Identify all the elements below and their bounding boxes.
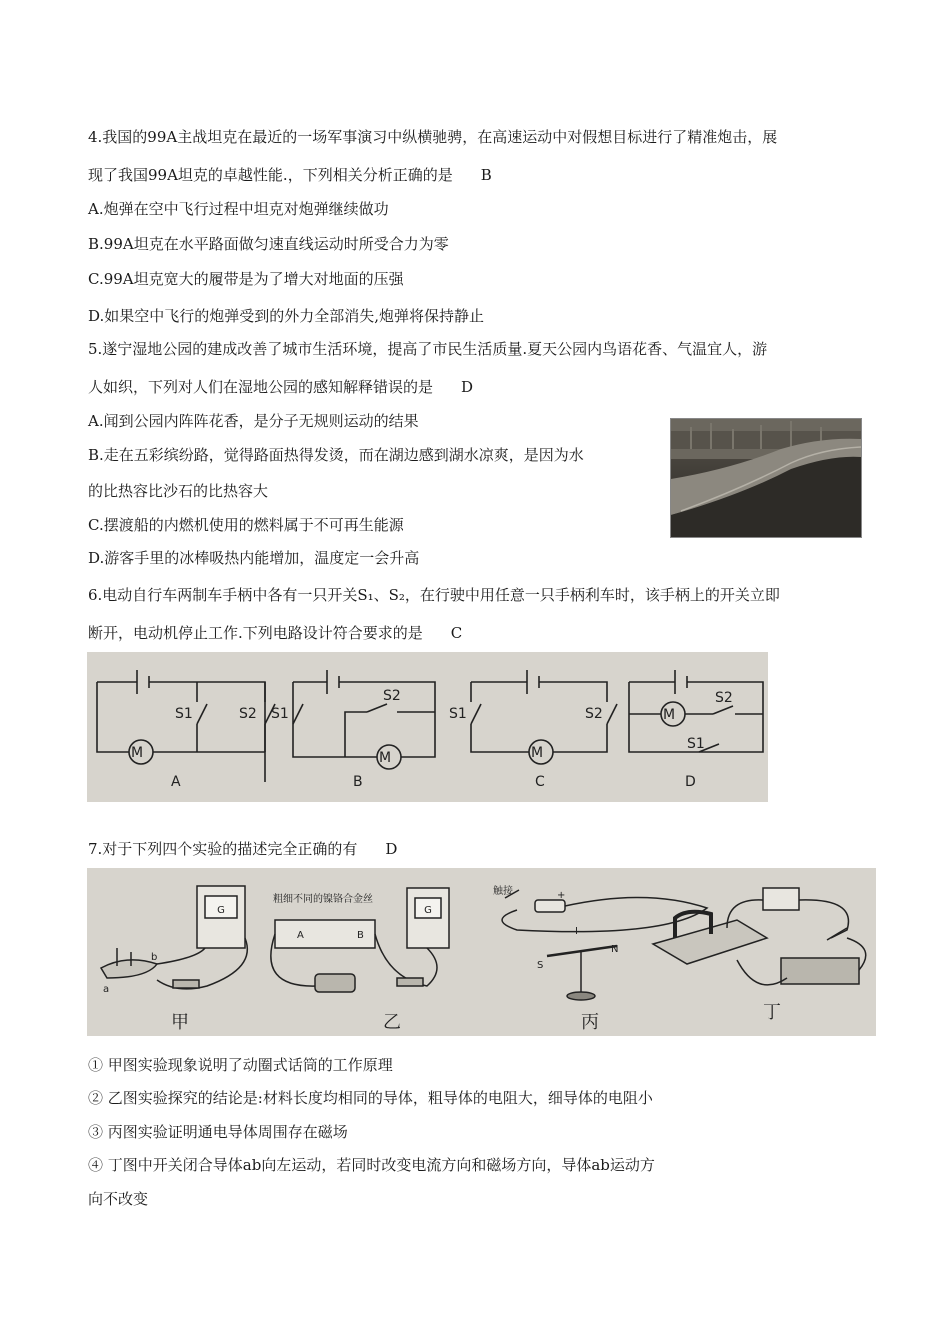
- bing-n-label: N: [611, 944, 619, 955]
- yi-wire-title: 粗细不同的镍铬合金丝: [273, 894, 373, 905]
- bing-plus: +: [557, 890, 566, 901]
- circuit-b: [293, 670, 435, 769]
- bing-current: I: [575, 926, 578, 937]
- circuit-a-motor: M: [130, 745, 144, 761]
- q4-stem-line2: [88, 164, 492, 185]
- q5-option-d: D.游客手里的冰棒吸热内能增加，温度定一会升高: [88, 549, 420, 567]
- circuit-a: [97, 670, 275, 782]
- circuit-a-s1: S1: [175, 706, 193, 722]
- q6-stem-line2: [88, 622, 462, 643]
- circuit-d-motor: M: [662, 707, 676, 723]
- q5-stem-text: 人如织，下列对人们在湿地公园的感知解释错误的是: [88, 378, 434, 396]
- q7-stem: [88, 838, 397, 859]
- caption-yi: 乙: [383, 1012, 401, 1033]
- caption-jia: 甲: [171, 1012, 189, 1033]
- q5-option-b: B.走在五彩缤纷路，觉得路面热得发烫，而在湖边感到湖水凉爽，是因为水: [88, 446, 584, 464]
- circuit-c-label: C: [535, 774, 545, 790]
- circuit-a-s2: S2: [239, 706, 257, 722]
- circuit-d-s1: S1: [687, 736, 705, 752]
- circuit-b-s2: S2: [383, 688, 401, 704]
- q7-statement-1: ① 甲图实验现象说明了动圈式话筒的工作原理: [88, 1056, 393, 1074]
- q5-option-a: A.闻到公园内阵阵花香，是分子无规则运动的结果: [88, 412, 419, 430]
- q4-option-d: D.如果空中飞行的炮弹受到的外力全部消失,炮弹将保持静止: [88, 307, 485, 325]
- q5-option-c: C.摆渡船的内燃机使用的燃料属于不可再生能源: [88, 516, 404, 534]
- q7-statement-4-cont: 向不改变: [88, 1190, 149, 1208]
- yi-galvanometer-g: G: [424, 905, 432, 916]
- bing-s-label: S: [537, 960, 544, 971]
- circuit-a-label: A: [171, 774, 181, 790]
- q6-stem-text: 断开，电动机停止工作.下列电路设计符合要求的是: [88, 624, 423, 642]
- q4-answer: B: [480, 166, 492, 184]
- yi-b-label: B: [357, 930, 364, 941]
- jia-a-label: a: [103, 984, 110, 995]
- circuit-c-s2: S2: [585, 706, 603, 722]
- q5-option-b-cont: 的比热容比沙石的比热容大: [88, 482, 269, 500]
- caption-bing: 丙: [581, 1012, 599, 1033]
- q7-statement-2: ② 乙图实验探究的结论是:材料长度均相同的导体，粗导体的电阻大，细导体的电阻小: [88, 1089, 653, 1107]
- experiment-jia: [101, 886, 247, 989]
- circuit-c-s1: S1: [449, 706, 467, 722]
- yi-a-label: A: [297, 930, 304, 941]
- q7-statement-3: ③ 丙图实验证明通电导体周围存在磁场: [88, 1123, 348, 1141]
- experiments-figure: [87, 868, 876, 1036]
- circuit-b-motor: M: [378, 750, 392, 766]
- q7-stem-text: 7.对于下列四个实验的描述完全正确的有: [88, 840, 358, 858]
- circuit-diagrams-figure: [87, 652, 768, 802]
- circuit-b-s1: S1: [271, 706, 289, 722]
- q4-option-b: B.99A坦克在水平路面做匀速直线运动时所受合力为零: [88, 235, 449, 253]
- q6-stem-line1: 6.电动自行车两制车手柄中各有一只开关S₁、S₂，在行驶中用任意一只手柄利车时，该手柄上的开关立即: [88, 586, 780, 604]
- circuit-c-motor: M: [530, 745, 544, 761]
- jia-b-label: b: [151, 952, 158, 963]
- q4-stem-line1: 4.我国的99A主战坦克在最近的一场军事演习中纵横驰骋，在高速运动中对假想目标进行了精准炮击，展: [88, 128, 778, 146]
- bing-touch: 触接: [493, 886, 513, 897]
- q6-answer: C: [450, 624, 463, 642]
- jia-galvanometer-g: G: [217, 905, 225, 916]
- q5-answer: D: [461, 378, 474, 396]
- q4-option-c: C.99A坦克宽大的履带是为了增大对地面的压强: [88, 270, 404, 288]
- q4-option-a: A.炮弹在空中飞行过程中坦克对炮弹继续做功: [88, 200, 389, 218]
- q7-statement-4: ④ 丁图中开关闭合导体ab向左运动，若同时改变电流方向和磁场方向，导体ab运动方: [88, 1156, 655, 1174]
- caption-ding: 丁: [763, 1002, 781, 1023]
- q7-answer: D: [385, 840, 398, 858]
- circuit-d-s2: S2: [715, 690, 733, 706]
- wetland-park-photo: [670, 418, 862, 538]
- q4-stem-text: 现了我国99A坦克的卓越性能.，下列相关分析正确的是: [88, 166, 453, 184]
- q5-stem-line2: [88, 376, 473, 397]
- q5-stem-line1: 5.遂宁湿地公园的建成改善了城市生活环境，提高了市民生活质量.夏天公园内鸟语花香、气温宜人，游: [88, 340, 768, 358]
- circuit-d-label: D: [685, 774, 696, 790]
- circuit-b-label: B: [353, 774, 363, 790]
